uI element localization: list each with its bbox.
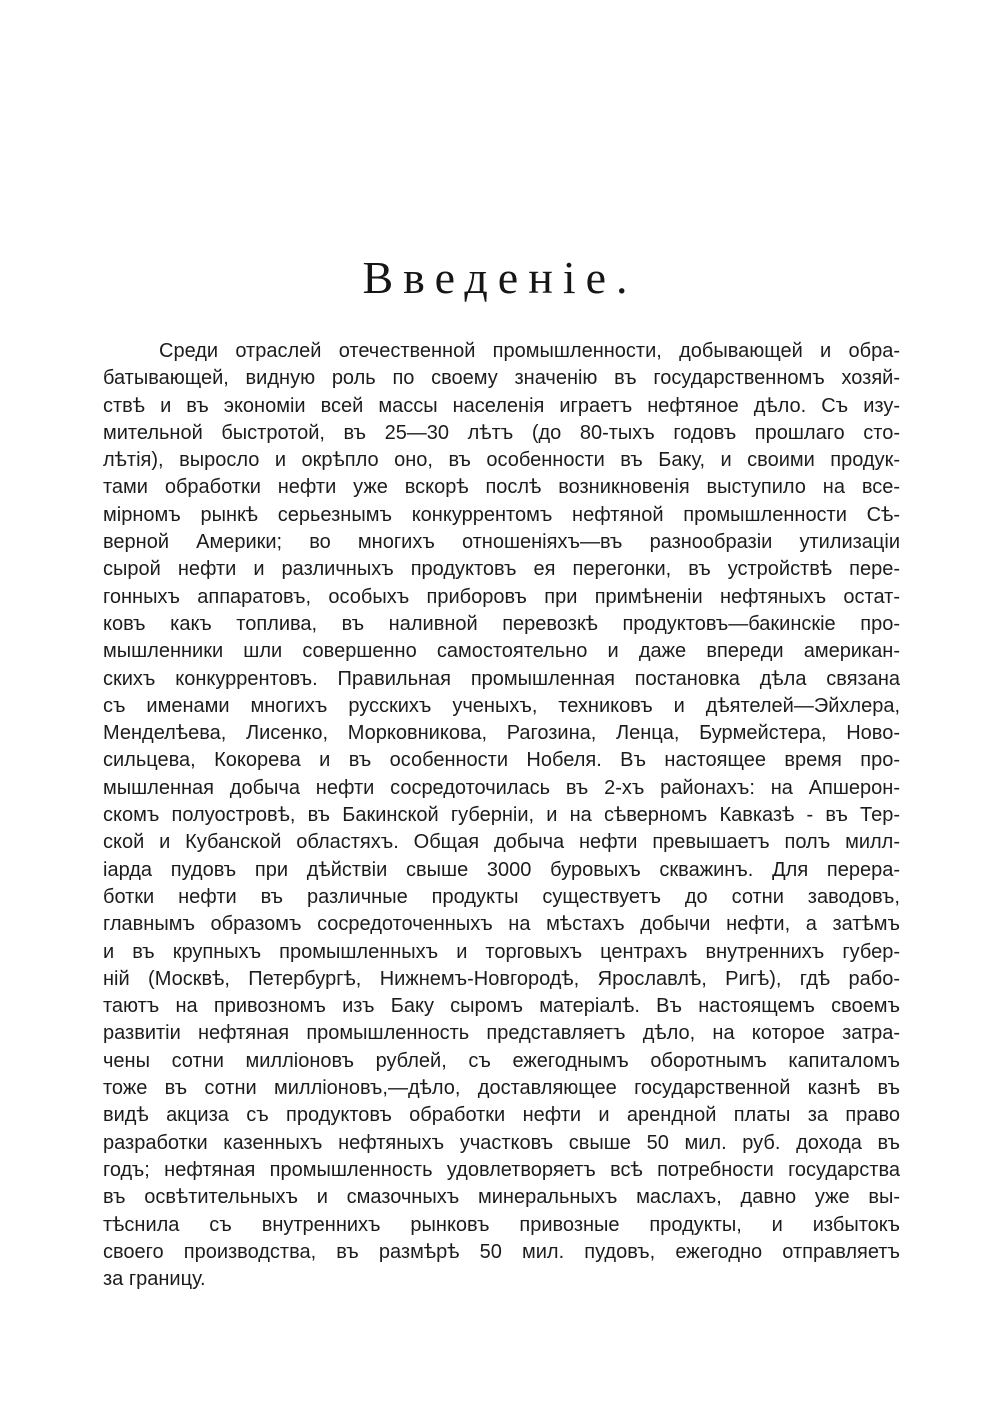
body-line: верной Америки; во многихъ отношеніяхъ—въ разнообразіи утилизаціи — [103, 531, 900, 554]
body-line: ботки нефти въ различные продукты существуетъ до сотни заводовъ, — [103, 885, 900, 908]
body-line: сильцева, Кокорева и въ особенности Нобеля. Въ настоящее время про- — [103, 749, 900, 772]
body-line: главнымъ образомъ сосредоточенныхъ на мѣстахъ добычи нефти, а затѣмъ — [103, 913, 900, 936]
body-line: разработки казенныхъ нефтяныхъ участковъ свыше 50 мил. руб. дохода въ — [103, 1131, 900, 1154]
body-line: мительной быстротой, въ 25—30 лѣтъ (до 80-тыхъ годовъ прошлаго сто- — [103, 421, 900, 444]
body-line: Менделѣева, Лисенко, Морковникова, Рагозина, Ленца, Бурмейстера, Ново- — [103, 722, 900, 745]
body-line: скомъ полуостровѣ, въ Бакинской губерніи, и на сѣверномъ Кавказѣ - въ Тер- — [103, 804, 900, 827]
body-line: въ освѣтительныхъ и смазочныхъ минеральныхъ маслахъ, давно уже вы- — [103, 1186, 900, 1209]
body-line: развитіи нефтяная промышленность представляетъ дѣло, на которое затра- — [103, 1022, 900, 1045]
body-line: ковъ какъ топлива, въ наливной перевозкѣ продуктовъ—бакинскіе про- — [103, 612, 900, 635]
body-line: мышленная добыча нефти сосредоточилась въ 2-хъ районахъ: на Апшерон- — [103, 776, 900, 799]
body-line: годъ; нефтяная промышленность удовлетворяетъ всѣ потребности государства — [103, 1158, 900, 1181]
body-line: чены сотни милліоновъ рублей, съ ежегоднымъ оборотнымъ капиталомъ — [103, 1049, 900, 1072]
body-line: сырой нефти и различныхъ продуктовъ ея перегонки, въ устройствѣ пере- — [103, 558, 900, 581]
body-line: за границу. — [103, 1268, 206, 1291]
body-line: ствѣ и въ экономіи всей массы населенія играетъ нефтяное дѣло. Съ изу- — [103, 394, 900, 417]
body-line: гонныхъ аппаратовъ, особыхъ приборовъ при примѣненіи нефтяныхъ остат- — [103, 585, 900, 608]
body-line: мірномъ рынкѣ серьезнымъ конкуррентомъ нефтяной промышленности Сѣ- — [103, 503, 900, 526]
body-line: лѣтія), выросло и окрѣпло оно, въ особенности въ Баку, и своими продук- — [103, 449, 900, 472]
body-line: тами обработки нефти уже вскорѣ послѣ возникновенія выступило на все- — [103, 476, 900, 499]
section-heading: Введеніе. — [362, 252, 638, 303]
body-line: ской и Кубанской областяхъ. Общая добыча нефти превышаетъ полъ милл- — [103, 831, 900, 854]
body-line: съ именами многихъ русскихъ ученыхъ, техниковъ и дѣятелей—Эйхлера, — [103, 694, 900, 717]
body-line: Среди отраслей отечественной промышленности, добывающей и обра- — [159, 340, 900, 362]
body-line: батывающей, видную роль по своему значенію въ государственномъ хозяй- — [103, 367, 900, 390]
body-line: іарда пудовъ при дѣйствіи свыше 3000 буровыхъ скважинъ. Для перера- — [103, 858, 900, 881]
body-line: тоже въ сотни милліоновъ,—дѣло, доставляющее государственной казнѣ въ — [103, 1077, 900, 1100]
body-line: таютъ на привозномъ изъ Баку сыромъ матеріалѣ. Въ настоящемъ своемъ — [103, 995, 900, 1018]
body-line: тѣснила съ внутреннихъ рынковъ привозные продукты, и избытокъ — [103, 1213, 900, 1236]
body-line: видѣ акциза съ продуктовъ обработки нефти и арендной платы за право — [103, 1104, 900, 1127]
body-line: своего производства, въ размѣрѣ 50 мил. пудовъ, ежегодно отправляетъ — [103, 1240, 900, 1263]
body-line: ній (Москвѣ, Петербургѣ, Нижнемъ-Новгородѣ, Ярославлѣ, Ригѣ), гдѣ рабо- — [103, 967, 900, 990]
body-line: и въ крупныхъ промышленныхъ и торговыхъ центрахъ внутреннихъ губер- — [103, 940, 900, 963]
body-line: мышленники шли совершенно самостоятельно и даже впереди американ- — [103, 640, 900, 663]
body-line: скихъ конкуррентовъ. Правильная промышленная постановка дѣла связана — [103, 667, 900, 690]
body-text — [103, 338, 900, 1293]
